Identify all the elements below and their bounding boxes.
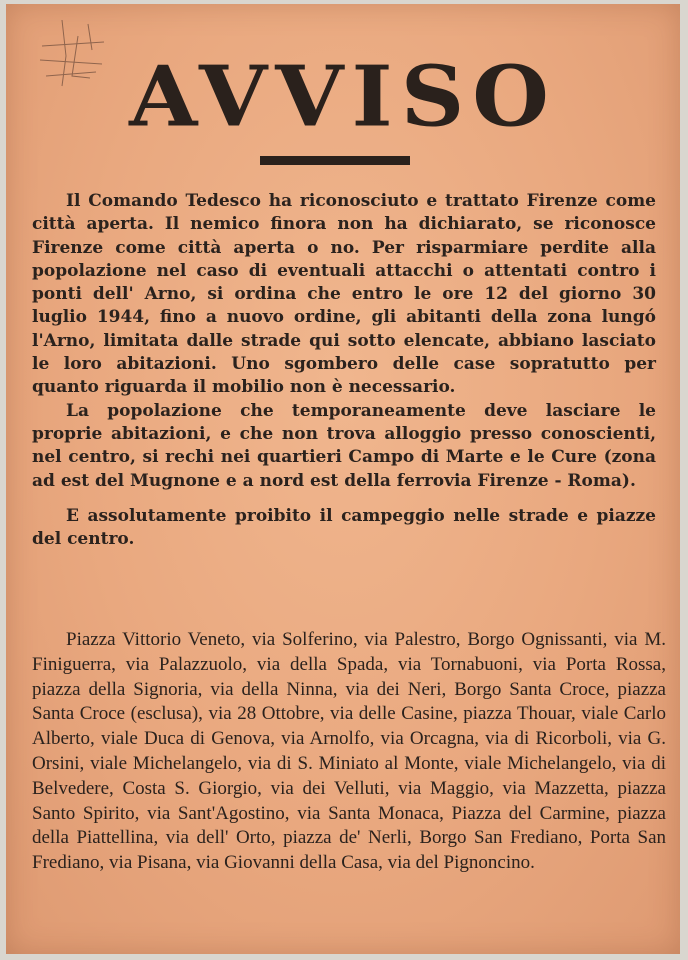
notice-paragraph: E assolutamente proibito il campeggio nelle strade e piazze del centro. (32, 505, 656, 550)
title-underline (260, 156, 410, 165)
notice-body (32, 190, 656, 551)
notice-paragraph: Il Comando Tedesco ha riconosciuto e trattato Firenze come città aperta. Il nemico finora non ha dichiarato, se riconosce Firenze come città aperta o no. Per risparmiare perdite alla popolazione nel caso di eventuali attacchi o attentati contro i ponti dell' Arno, si ordina che entro le ore 12 del giorno 30 luglio 1944, fino a nuovo ordine, gli abitanti della zona lungó l'Arno, limitata dalle strade qui sotto elencate, abbiano lasciato le loro abitazioni. Uno sgombero delle case sopratutto per quanto riguarda il mobilio non è necessario. (32, 191, 656, 398)
notice-paragraph: La popolazione che temporaneamente deve lasciare le proprie abitazioni, e che non trova alloggio presso conoscienti, nel centro, si rechi nei quartieri Campo di Marte e le Cure (zona ad est del Mugnone e a nord est della ferrovia Firenze - Roma). (32, 400, 656, 491)
poster-title: AVVISO (129, 46, 557, 146)
street-list: Piazza Vittorio Veneto, via Solferino, via Palestro, Borgo Ognissanti, via M. Finiguerra, via Palazzuolo, via della Spada, via Tornabuoni, via Porta Rossa, piazza della Signoria, via della Ninna, via dei Neri, Borgo Santa Croce, piazza Santa Croce (esclusa), via 28 Ottobre, via delle Casine, piazza Thouar, viale Carlo Alberto, viale Duca di Genova, via Arnolfo, via Orcagna, via di Ricorboli, via G. Orsini, viale Michelangelo, via di S. Miniato al Monte, viale Michelangelo, via di Belvedere, Costa S. Giorgio, via dei Velluti, via Maggio, via Mazzetta, piazza Santo Spirito, via Sant'Agostino, via Santa Monaca, Piazza del Carmine, piazza della Piattellina, via dell' Orto, piazza de' Nerli, Borgo San Frediano, Porta San Frediano, via Pisana, via Giovanni della Casa, via del Pignoncino. (32, 629, 666, 874)
poster-sheet (6, 4, 680, 954)
